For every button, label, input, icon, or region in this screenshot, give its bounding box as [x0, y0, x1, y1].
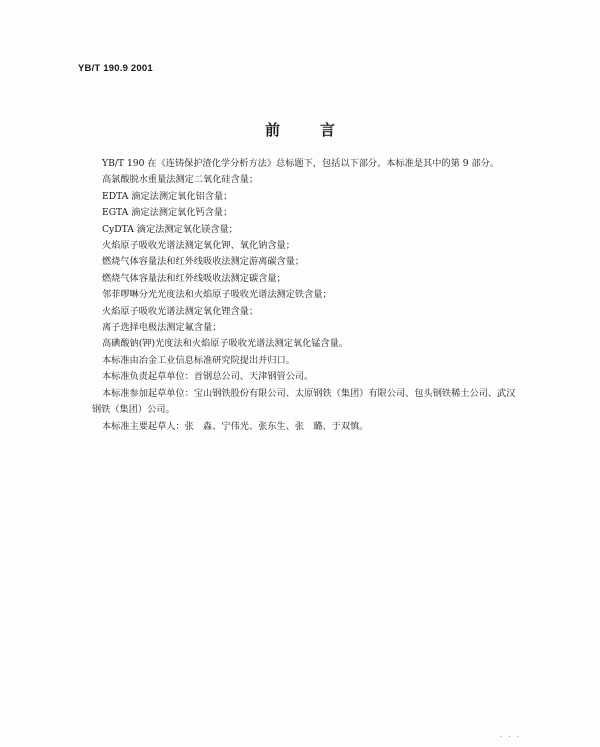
- paragraph-drafters: 本标准主要起草人：张 淼、宁伟光、张东生、张 璐、于双慎。: [102, 420, 369, 432]
- paragraph-proposer: 本标准由冶金工业信息标准研究院提出并归口。: [102, 354, 295, 366]
- list-item: 燃烧气体容量法和红外线吸收法测定游离碳含量；: [102, 256, 305, 268]
- list-item: CyDTA 滴定法测定氧化镁含量；: [102, 223, 238, 235]
- list-item: 邻菲啰啉分光光度法和火焰原子吸收光谱法测定铁含量；: [102, 289, 332, 301]
- paragraph-participants-line2: 钢铁（集团）公司。: [92, 404, 175, 416]
- list-item: EGTA 滴定法测定氧化钙含量；: [102, 207, 233, 219]
- list-item: 火焰原子吸收光谱法测定氧化钾、氧化钠含量；: [102, 240, 295, 252]
- list-item: 高碘酸钠(钾)光度法和火焰原子吸收光谱法测定氧化锰含量。: [102, 338, 349, 350]
- corner-mark: · · ·: [498, 733, 520, 741]
- standard-code: YB/T 190.9 2001: [78, 63, 153, 74]
- list-item: 火焰原子吸收光谱法测定氧化锂含量；: [102, 305, 259, 317]
- list-item: 燃烧气体容量法和红外线吸收法测定碳含量；: [102, 272, 286, 284]
- page-title: 前言: [264, 121, 375, 139]
- list-item: 离子选择电极法测定氟含量；: [102, 322, 222, 334]
- paragraph-intro: YB/T 190 在《连铸保护渣化学分析方法》总标题下，包括以下部分。本标准是其中的第 9 部分。: [102, 158, 500, 169]
- list-item: 高氯酸脱水重量法测定二氧化硅含量；: [102, 174, 259, 186]
- foreword-body: [92, 156, 532, 435]
- paragraph-participants-line1: 本标准参加起草单位：宝山钢铁股份有限公司、太原钢铁（集团）有限公司、包头钢铁稀土公司、武汉: [102, 387, 516, 399]
- list-item: EDTA 滴定法测定氧化铝含量；: [102, 190, 233, 202]
- paragraph-drafting-unit: 本标准负责起草单位：首钢总公司、天津钢管公司。: [102, 371, 314, 383]
